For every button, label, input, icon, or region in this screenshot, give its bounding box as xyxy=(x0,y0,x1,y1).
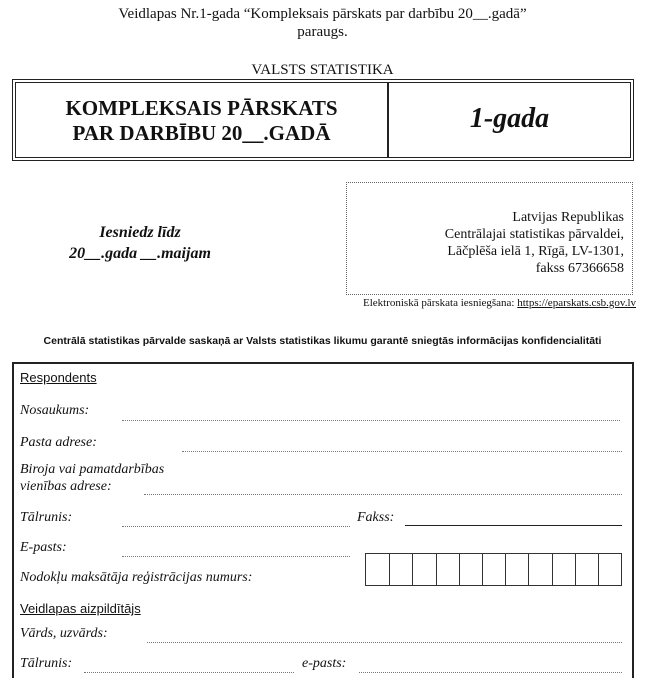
postal-address-field[interactable] xyxy=(182,451,622,452)
deadline-line2: 20__.gada __.maijam xyxy=(69,245,211,262)
form-sample-title: Veidlapas Nr.1-gada “Kompleksais pārskats par darbību 20__.gadā” xyxy=(118,6,527,22)
filler-email-field[interactable] xyxy=(359,672,622,673)
tax-digit-box[interactable] xyxy=(575,554,598,585)
filler-name-field[interactable] xyxy=(147,642,622,643)
filler-phone-field[interactable] xyxy=(84,672,294,673)
electronic-submission-label: Elektroniskā pārskata iesniegšana: xyxy=(362,297,515,309)
tax-digit-box[interactable] xyxy=(412,554,435,585)
address-line4: fakss 67366658 xyxy=(535,261,624,276)
report-title xyxy=(16,96,387,146)
tax-number-boxes[interactable] xyxy=(365,553,622,586)
electronic-submission xyxy=(340,297,636,309)
email-field[interactable] xyxy=(122,556,350,557)
filler-section-title: Veidlapas aizpildītājs xyxy=(20,601,141,616)
recipient-address-box xyxy=(346,182,633,295)
tax-digit-box[interactable] xyxy=(598,554,621,585)
confidentiality-note: Centrālā statistikas pārvalde saskaņā ar Valsts statistikas likumu garantē sniegtās informācijas konfidencialitāti xyxy=(43,335,602,347)
tax-digit-box[interactable] xyxy=(389,554,412,585)
office-address-label-line1: Biroja vai pamatdarbības xyxy=(20,462,165,477)
report-title-line2: PAR DARBĪBU 20__.GADĀ xyxy=(72,121,331,145)
tax-digit-box[interactable] xyxy=(459,554,482,585)
eparskats-link[interactable]: https://eparskats.csb.gov.lv xyxy=(517,297,636,309)
tax-digit-box[interactable] xyxy=(528,554,551,585)
filler-name-label: Vārds, uzvārds: xyxy=(20,626,108,641)
respondent-section-title: Respondents xyxy=(20,370,97,385)
report-title-box xyxy=(12,79,634,161)
tax-number-label: Nodokļu maksātāja reģistrācijas numurs: xyxy=(20,570,253,585)
filler-email-label: e-pasts: xyxy=(302,656,347,671)
tax-digit-box[interactable] xyxy=(482,554,505,585)
address-line2: Centrālajai statistikas pārvaldei, xyxy=(444,227,624,242)
address-line1: Latvijas Republikas xyxy=(512,210,624,225)
phone-label: Tālrunis: xyxy=(20,510,73,525)
email-label: E-pasts: xyxy=(20,540,67,555)
tax-digit-box[interactable] xyxy=(505,554,528,585)
name-field[interactable] xyxy=(122,420,620,421)
respondent-section xyxy=(12,362,634,678)
recipient-address xyxy=(445,209,624,277)
tax-digit-box[interactable] xyxy=(366,554,389,585)
tax-digit-box[interactable] xyxy=(552,554,575,585)
address-line3: Lāčplēša ielā 1, Rīgā, LV-1301, xyxy=(447,244,624,259)
tax-digit-box[interactable] xyxy=(436,554,459,585)
fax-field[interactable] xyxy=(405,525,622,526)
form-code: 1-gada xyxy=(469,103,550,134)
filler-phone-label: Tālrunis: xyxy=(20,656,73,671)
name-label: Nosaukums: xyxy=(20,403,90,418)
submission-deadline xyxy=(66,222,214,264)
form-sample-subtitle: paraugs. xyxy=(297,24,348,40)
office-address-label-line2: vienības adrese: xyxy=(20,479,112,494)
fax-label: Fakss: xyxy=(357,510,395,525)
phone-field[interactable] xyxy=(122,526,350,527)
office-address-field[interactable] xyxy=(144,494,622,495)
postal-address-label: Pasta adrese: xyxy=(20,435,97,450)
deadline-line1: Iesniedz līdz xyxy=(99,224,181,241)
state-statistics-label: VALSTS STATISTIKA xyxy=(251,62,394,78)
report-title-line1: KOMPLEKSAIS PĀRSKATS xyxy=(65,96,338,120)
